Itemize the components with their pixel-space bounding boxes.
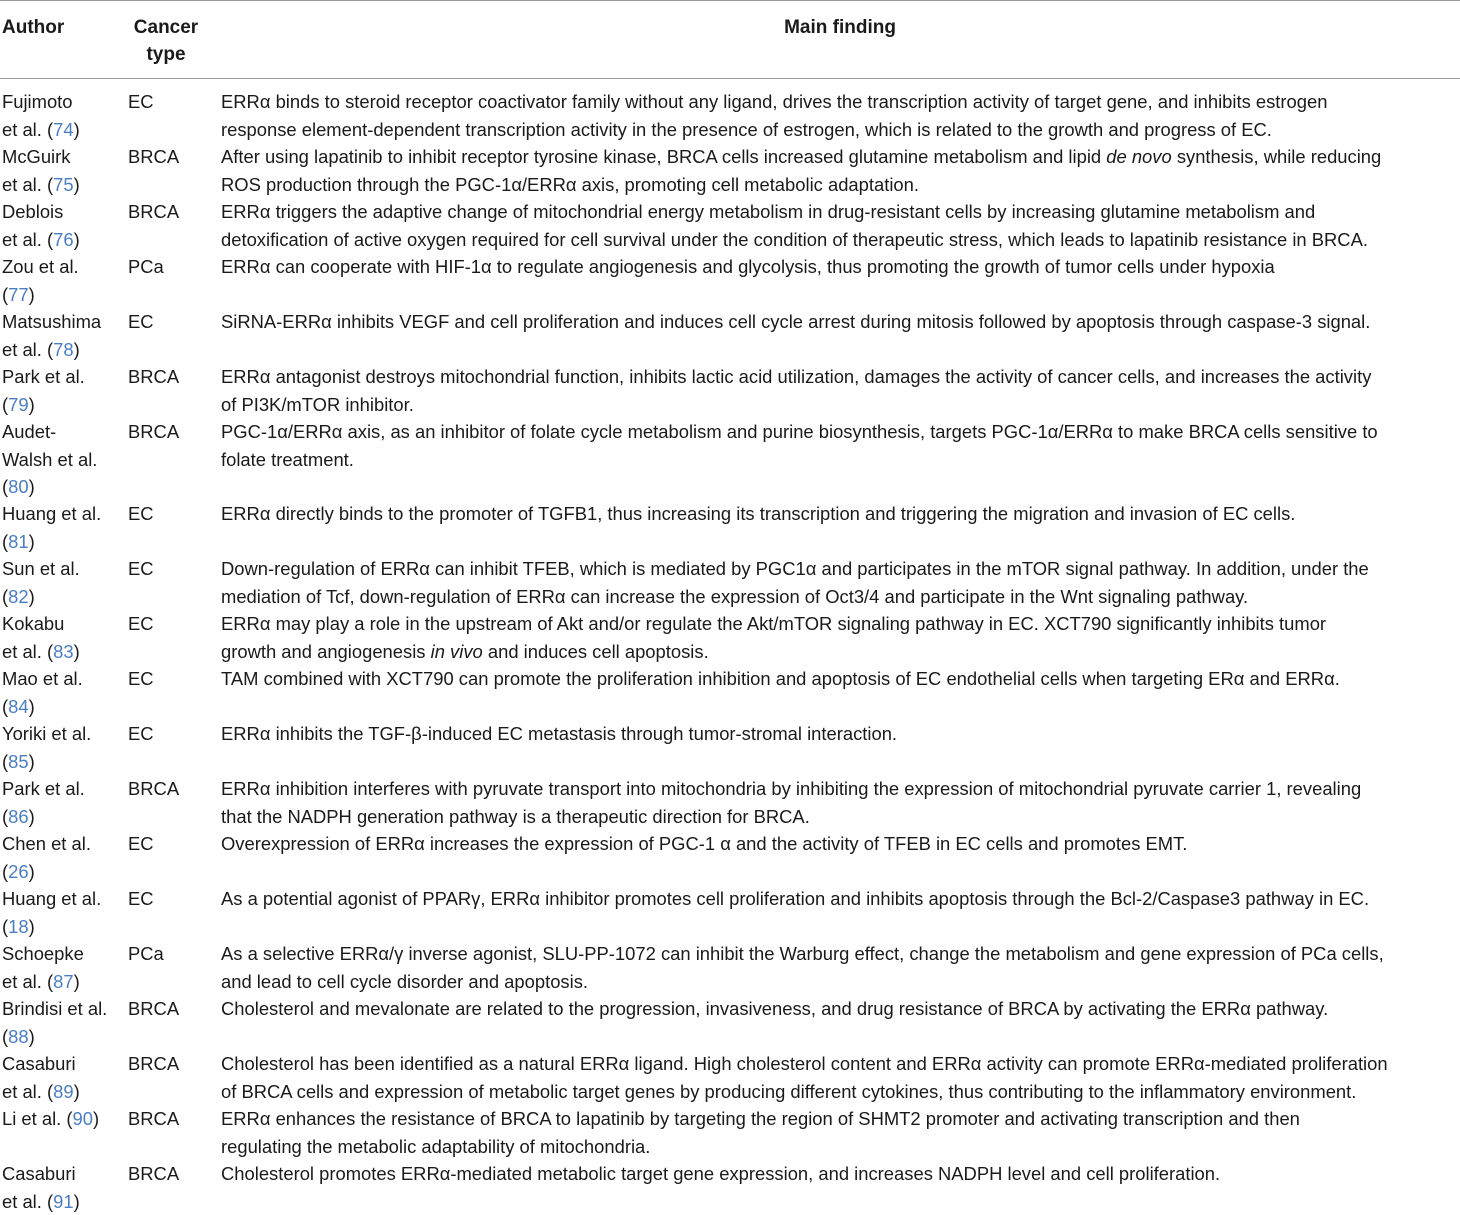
- author-line: (81): [2, 528, 122, 556]
- author-cell: [2, 500, 122, 555]
- reference-link: 91: [53, 1191, 73, 1212]
- main-finding-cell: [221, 308, 1460, 336]
- cancer-type-cell: BRCA: [128, 1105, 179, 1133]
- cancer-type-cell: BRCA: [128, 363, 179, 391]
- reference-link: 85: [8, 751, 28, 772]
- finding-line: mediation of Tcf, down-regulation of ERRα can increase the expression of Oct3/4 and participate in the Wnt signaling pathway.: [221, 583, 1460, 611]
- author-cell: [2, 555, 122, 610]
- main-finding-cell: [221, 720, 1460, 748]
- finding-line: ERRα inhibition interferes with pyruvate transport into mitochondria by inhibiting the expression of mitochondrial pyruvate carrier 1, revealing: [221, 775, 1460, 803]
- main-finding-cell: [221, 940, 1460, 995]
- finding-line: Down-regulation of ERRα can inhibit TFEB, which is mediated by PGC1α and participates in the mTOR signal pathway. In addition, under the: [221, 555, 1460, 583]
- finding-line: ERRα can cooperate with HIF-1α to regulate angiogenesis and glycolysis, thus promoting the growth of tumor cells under hypoxia: [221, 253, 1460, 281]
- header-main-finding: Main finding: [222, 14, 1458, 41]
- author-line: et al. (76): [2, 226, 122, 254]
- finding-line: growth and angiogenesis in vivo and induces cell apoptosis.: [221, 638, 1460, 666]
- author-cell: [2, 940, 122, 995]
- author-line: et al. (74): [2, 116, 122, 144]
- finding-line: ERRα inhibits the TGF-β-induced EC metastasis through tumor-stromal interaction.: [221, 720, 1460, 748]
- main-finding-cell: [221, 665, 1460, 693]
- finding-line: response element-dependent transcription activity in the presence of estrogen, which is related to the growth and progress of EC.: [221, 116, 1460, 144]
- reference-link: 80: [8, 476, 28, 497]
- finding-line: After using lapatinib to inhibit receptor tyrosine kinase, BRCA cells increased glutamine metabolism and lipid de novo synthesis, while reducing: [221, 143, 1460, 171]
- cancer-type-cell: BRCA: [128, 143, 179, 171]
- main-finding-cell: [221, 253, 1460, 281]
- author-cell: [2, 720, 122, 775]
- reference-link: 84: [8, 696, 28, 717]
- finding-line: As a selective ERRα/γ inverse agonist, SLU-PP-1072 can inhibit the Warburg effect, change the metabolism and gene expression of PCa cells,: [221, 940, 1460, 968]
- reference-link: 79: [8, 394, 28, 415]
- author-line: et al. (75): [2, 171, 122, 199]
- author-cell: [2, 610, 122, 665]
- main-finding-cell: [221, 830, 1460, 858]
- author-line: (84): [2, 693, 122, 721]
- main-finding-cell: [221, 555, 1460, 610]
- reference-link: 90: [73, 1108, 93, 1129]
- author-line: Huang et al.: [2, 885, 122, 913]
- cancer-type-cell: BRCA: [128, 418, 179, 446]
- author-line: Sun et al.: [2, 555, 122, 583]
- author-line: (77): [2, 281, 122, 309]
- author-line: Mao et al.: [2, 665, 122, 693]
- main-finding-cell: [221, 1050, 1460, 1105]
- reference-link: 87: [53, 971, 73, 992]
- main-finding-cell: [221, 1105, 1460, 1160]
- author-line: et al. (78): [2, 336, 122, 364]
- author-cell: [2, 1105, 122, 1133]
- author-line: Chen et al.: [2, 830, 122, 858]
- author-cell: [2, 143, 122, 198]
- author-cell: [2, 665, 122, 720]
- finding-line: ERRα directly binds to the promoter of TGFB1, thus increasing its transcription and triggering the migration and invasion of EC cells.: [221, 500, 1460, 528]
- author-line: et al. (87): [2, 968, 122, 996]
- finding-line: folate treatment.: [221, 446, 1460, 474]
- header-cancer-type: Cancer type: [116, 14, 216, 68]
- author-line: Brindisi et al.: [2, 995, 122, 1023]
- author-line: Li et al. (90): [2, 1105, 122, 1133]
- main-finding-cell: [221, 88, 1460, 143]
- reference-link: 82: [8, 586, 28, 607]
- reference-link: 88: [8, 1026, 28, 1047]
- finding-line: ERRα binds to steroid receptor coactivator family without any ligand, drives the transcription activity of target gene, and inhibits estrogen: [221, 88, 1460, 116]
- author-line: et al. (83): [2, 638, 122, 666]
- main-finding-cell: [221, 885, 1460, 913]
- reference-link: 75: [53, 174, 73, 195]
- cancer-type-cell: PCa: [128, 253, 164, 281]
- table-top-rule: [0, 0, 1460, 1]
- finding-line: and lead to cell cycle disorder and apoptosis.: [221, 968, 1460, 996]
- main-finding-cell: [221, 500, 1460, 528]
- cancer-type-cell: EC: [128, 308, 154, 336]
- cancer-type-cell: BRCA: [128, 198, 179, 226]
- finding-line: of BRCA cells and expression of metabolic target genes by producing different cytokines, thus contributing to the inflammatory environment.: [221, 1078, 1460, 1106]
- italic-term: de novo: [1106, 146, 1171, 167]
- main-finding-cell: [221, 363, 1460, 418]
- author-cell: [2, 363, 122, 418]
- finding-line: PGC-1α/ERRα axis, as an inhibitor of folate cycle metabolism and purine biosynthesis, targets PGC-1α/ERRα to make BRCA cells sensitive to: [221, 418, 1460, 446]
- cancer-type-cell: EC: [128, 885, 154, 913]
- author-line: (82): [2, 583, 122, 611]
- cancer-type-cell: EC: [128, 88, 154, 116]
- author-cell: [2, 995, 122, 1050]
- author-line: et al. (89): [2, 1078, 122, 1106]
- cancer-type-cell: BRCA: [128, 1050, 179, 1078]
- author-line: Walsh et al.: [2, 446, 122, 474]
- cancer-type-cell: PCa: [128, 940, 164, 968]
- main-finding-cell: [221, 775, 1460, 830]
- author-line: (26): [2, 858, 122, 886]
- reference-link: 76: [53, 229, 73, 250]
- author-line: Deblois: [2, 198, 122, 226]
- cancer-type-cell: BRCA: [128, 1160, 179, 1188]
- author-cell: [2, 830, 122, 885]
- finding-line: ERRα antagonist destroys mitochondrial function, inhibits lactic acid utilization, damages the activity of cancer cells, and increases the activity: [221, 363, 1460, 391]
- reference-link: 74: [53, 119, 73, 140]
- author-cell: [2, 308, 122, 363]
- finding-line: detoxification of active oxygen required for cell survival under the condition of therapeutic stress, which leads to lapatinib resistance in BRCA.: [221, 226, 1460, 254]
- cancer-type-cell: BRCA: [128, 995, 179, 1023]
- finding-line: regulating the metabolic adaptability of mitochondria.: [221, 1133, 1460, 1161]
- finding-line: Cholesterol has been identified as a natural ERRα ligand. High cholesterol content and ERRα activity can promote ERRα-mediated proliferation: [221, 1050, 1460, 1078]
- header-rule: [0, 78, 1460, 79]
- author-line: Zou et al.: [2, 253, 122, 281]
- finding-line: SiRNA-ERRα inhibits VEGF and cell proliferation and induces cell cycle arrest during mitosis followed by apoptosis through caspase-3 signal.: [221, 308, 1460, 336]
- author-line: Park et al.: [2, 775, 122, 803]
- finding-line: ROS production through the PGC-1α/ERRα axis, promoting cell metabolic adaptation.: [221, 171, 1460, 199]
- author-line: (18): [2, 913, 122, 941]
- main-finding-cell: [221, 610, 1460, 665]
- finding-line: As a potential agonist of PPARγ, ERRα inhibitor promotes cell proliferation and inhibits apoptosis through the Bcl-2/Caspase3 pathway in EC.: [221, 885, 1460, 913]
- author-line: (86): [2, 803, 122, 831]
- author-line: Audet-: [2, 418, 122, 446]
- author-line: Kokabu: [2, 610, 122, 638]
- reference-link: 77: [8, 284, 28, 305]
- author-line: Park et al.: [2, 363, 122, 391]
- reference-link: 78: [53, 339, 73, 360]
- author-cell: [2, 88, 122, 143]
- finding-line: Cholesterol promotes ERRα-mediated metabolic target gene expression, and increases NADPH level and cell proliferation.: [221, 1160, 1460, 1188]
- finding-line: ERRα may play a role in the upstream of Akt and/or regulate the Akt/mTOR signaling pathway in EC. XCT790 significantly inhibits tumor: [221, 610, 1460, 638]
- author-line: (80): [2, 473, 122, 501]
- cancer-type-cell: EC: [128, 665, 154, 693]
- main-finding-cell: [221, 1160, 1460, 1188]
- cancer-type-cell: EC: [128, 720, 154, 748]
- main-finding-cell: [221, 995, 1460, 1023]
- reference-link: 26: [8, 861, 28, 882]
- author-line: Huang et al.: [2, 500, 122, 528]
- author-cell: [2, 253, 122, 308]
- finding-line: Cholesterol and mevalonate are related to the progression, invasiveness, and drug resistance of BRCA by activating the ERRα pathway.: [221, 995, 1460, 1023]
- finding-line: that the NADPH generation pathway is a therapeutic direction for BRCA.: [221, 803, 1460, 831]
- author-cell: [2, 198, 122, 253]
- cancer-type-cell: EC: [128, 500, 154, 528]
- finding-line: ERRα enhances the resistance of BRCA to lapatinib by targeting the region of SHMT2 promoter and activating transcription and then: [221, 1105, 1460, 1133]
- reference-link: 18: [8, 916, 28, 937]
- reference-link: 86: [8, 806, 28, 827]
- author-cell: [2, 1050, 122, 1105]
- cancer-type-cell: BRCA: [128, 775, 179, 803]
- author-cell: [2, 418, 122, 501]
- author-line: Schoepke: [2, 940, 122, 968]
- header-author: Author: [2, 14, 64, 41]
- author-line: Casaburi: [2, 1050, 122, 1078]
- cancer-type-cell: EC: [128, 830, 154, 858]
- finding-line: Overexpression of ERRα increases the expression of PGC-1 α and the activity of TFEB in EC cells and promotes EMT.: [221, 830, 1460, 858]
- author-line: Casaburi: [2, 1160, 122, 1188]
- author-line: (88): [2, 1023, 122, 1051]
- finding-line: of PI3K/mTOR inhibitor.: [221, 391, 1460, 419]
- main-finding-cell: [221, 198, 1460, 253]
- author-line: Fujimoto: [2, 88, 122, 116]
- author-line: Yoriki et al.: [2, 720, 122, 748]
- cancer-type-cell: EC: [128, 610, 154, 638]
- italic-term: in vivo: [431, 641, 483, 662]
- cancer-type-cell: EC: [128, 555, 154, 583]
- author-cell: [2, 1160, 122, 1215]
- author-line: McGuirk: [2, 143, 122, 171]
- finding-line: TAM combined with XCT790 can promote the proliferation inhibition and apoptosis of EC endothelial cells when targeting ERα and ERRα.: [221, 665, 1460, 693]
- reference-link: 83: [53, 641, 73, 662]
- main-finding-cell: [221, 143, 1460, 198]
- author-cell: [2, 775, 122, 830]
- finding-line: ERRα triggers the adaptive change of mitochondrial energy metabolism in drug-resistant cells by increasing glutamine metabolism and: [221, 198, 1460, 226]
- author-cell: [2, 885, 122, 940]
- main-finding-cell: [221, 418, 1460, 473]
- reference-link: 81: [8, 531, 28, 552]
- author-line: (85): [2, 748, 122, 776]
- reference-link: 89: [53, 1081, 73, 1102]
- author-line: (79): [2, 391, 122, 419]
- author-line: Matsushima: [2, 308, 122, 336]
- author-line: et al. (91): [2, 1188, 122, 1215]
